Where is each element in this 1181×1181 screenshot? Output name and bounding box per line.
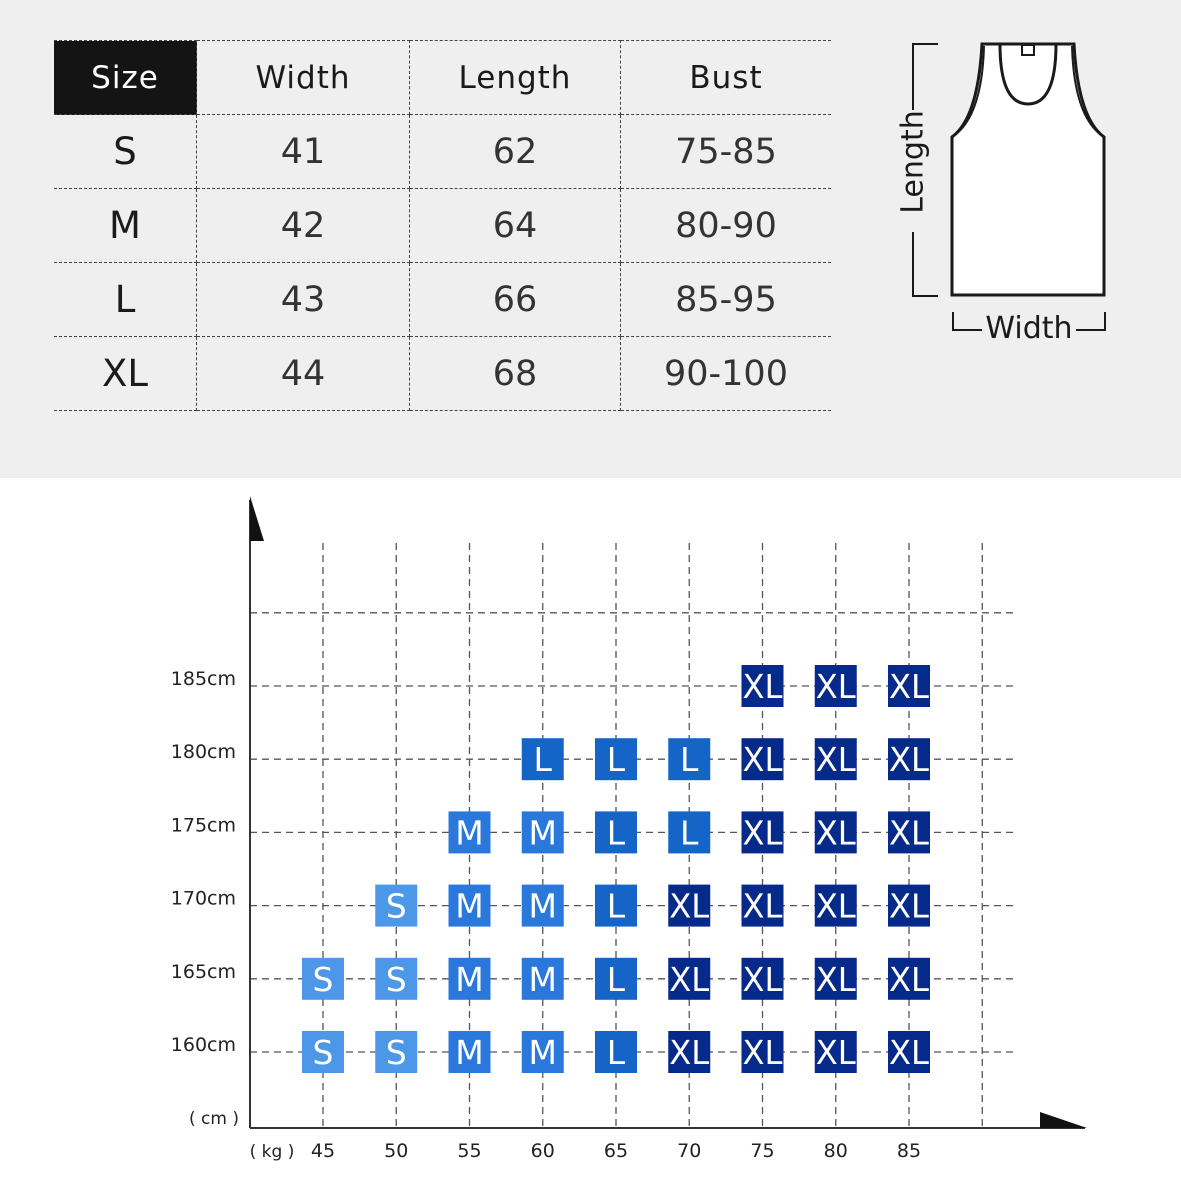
- y-tick-label: 175cm: [170, 814, 236, 837]
- y-tick-label: 160cm: [170, 1034, 236, 1056]
- length-cell: 64: [410, 189, 621, 263]
- size-cell-label: XL: [742, 1033, 784, 1072]
- size-cell-label: XL: [889, 959, 930, 999]
- x-axis-unit: ( kg ): [249, 1142, 295, 1162]
- length-cell: 62: [410, 115, 621, 189]
- size-cell-label: L: [606, 886, 626, 926]
- size-cell-label: M: [528, 813, 557, 853]
- size-cell-label: S: [312, 1033, 334, 1072]
- table-row: [54, 263, 831, 337]
- y-tick-label: 180cm: [170, 741, 236, 764]
- size-recommendation-chart: [0, 478, 1181, 1181]
- size-cell-label: M: [455, 1033, 484, 1072]
- x-tick-label: 50: [384, 1140, 409, 1162]
- size-cell-label: L: [606, 813, 626, 853]
- x-tick-label: 65: [603, 1140, 629, 1162]
- size-cell-label: M: [455, 959, 484, 999]
- size-cell-label: M: [528, 886, 557, 926]
- x-tick-label: 85: [896, 1140, 922, 1162]
- size-cell-label: XL: [815, 1033, 857, 1072]
- tank-top-outline: [952, 44, 1104, 295]
- size-cell-label: L: [606, 740, 626, 780]
- y-axis-arrow-icon: [250, 496, 264, 541]
- x-tick-label: 55: [457, 1140, 482, 1162]
- collar-tag: [1022, 45, 1034, 55]
- y-tick-label: 170cm: [170, 887, 236, 910]
- size-cell-label: XL: [742, 959, 784, 999]
- size-cell-label: M: [455, 886, 484, 926]
- size-cell-label: XL: [815, 667, 857, 706]
- x-tick-label: 60: [530, 1140, 555, 1162]
- size-cell: XL: [54, 337, 197, 411]
- size-cell-label: XL: [815, 740, 857, 780]
- size-cell-label: M: [455, 813, 484, 853]
- size-cell-label: XL: [889, 886, 930, 926]
- size-cell: M: [54, 189, 197, 263]
- size-cell-label: M: [528, 1033, 557, 1072]
- length-cell: 66: [410, 263, 621, 337]
- size-cell-label: XL: [889, 667, 930, 706]
- bust-cell: 80-90: [621, 189, 832, 263]
- header-width: Width: [197, 41, 410, 115]
- x-axis-arrow-icon: [1040, 1112, 1087, 1128]
- header-length: Length: [410, 41, 621, 115]
- size-cell-label: XL: [742, 667, 784, 706]
- bust-cell: 75-85: [621, 115, 832, 189]
- table-row: [54, 115, 831, 189]
- y-tick-label: 185cm: [170, 668, 236, 690]
- size-cell-label: XL: [669, 886, 710, 926]
- size-cell: S: [54, 115, 197, 189]
- length-cell: 68: [410, 337, 621, 411]
- y-axis-unit: ( cm ): [189, 1109, 239, 1129]
- header-size: Size: [54, 41, 197, 115]
- size-cell-label: XL: [815, 959, 857, 999]
- table-header-row: [54, 41, 831, 115]
- size-chart-panel: [0, 0, 1181, 478]
- size-cell-label: XL: [889, 1033, 930, 1072]
- x-tick-label: 75: [750, 1140, 775, 1162]
- y-tick-label: 165cm: [170, 960, 236, 983]
- width-cell: 43: [197, 263, 410, 337]
- width-cell: 41: [197, 115, 410, 189]
- size-cell-label: S: [385, 959, 407, 999]
- size-cell-label: S: [385, 1033, 407, 1072]
- size-cell-label: XL: [742, 740, 784, 780]
- tank-top-diagram: [880, 30, 1140, 360]
- size-cell-label: XL: [742, 813, 784, 853]
- size-cell-label: XL: [669, 959, 710, 999]
- width-cell: 42: [197, 189, 410, 263]
- size-cell: L: [54, 263, 197, 337]
- x-tick-label: 80: [823, 1140, 848, 1162]
- x-tick-label: 45: [310, 1140, 336, 1162]
- size-cell-label: XL: [889, 813, 930, 853]
- size-cell-label: M: [528, 959, 557, 999]
- size-cell-label: XL: [742, 886, 784, 926]
- width-cell: 44: [197, 337, 410, 411]
- size-cell-label: XL: [815, 886, 857, 926]
- size-cell-label: L: [680, 740, 699, 780]
- width-label: Width: [985, 311, 1073, 346]
- size-cell-label: XL: [815, 813, 857, 853]
- size-table: [54, 40, 831, 411]
- size-cell-label: L: [606, 959, 626, 999]
- x-tick-label: 70: [677, 1140, 702, 1162]
- bust-cell: 90-100: [621, 337, 832, 411]
- size-cell-label: L: [606, 1033, 626, 1072]
- size-cell-label: S: [385, 886, 407, 926]
- size-cell-label: L: [533, 740, 552, 780]
- table-row: [54, 337, 831, 411]
- size-cell-label: L: [680, 813, 699, 853]
- size-cell-label: XL: [669, 1033, 710, 1072]
- header-bust: Bust: [621, 41, 832, 115]
- size-cell-label: S: [312, 959, 334, 999]
- table-row: [54, 189, 831, 263]
- length-label: Length: [895, 110, 931, 214]
- size-cell-label: XL: [889, 740, 930, 780]
- bust-cell: 85-95: [621, 263, 832, 337]
